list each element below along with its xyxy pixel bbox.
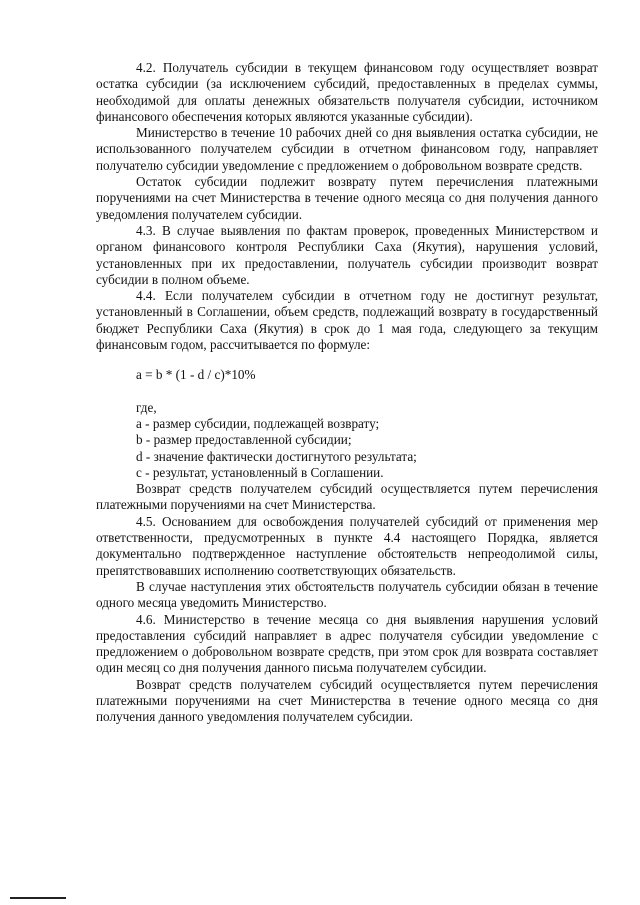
definition-a: a - размер субсидии, подлежащей возврату; [136, 415, 380, 431]
formula-where: где, [136, 399, 157, 415]
paragraph-ministry-notice: Министерство в течение 10 рабочих дней со дня выявления остатка субсидии, не использованного получателем субсидии в отчетном финансовом году, направляет получателю субсидии уведомление с предложением о добровольном возврате средств. [96, 125, 598, 173]
paragraph-return-method: Возврат средств получателем субсидий осуществляется путем перечисления платежными поручениями на счет Министерства. [96, 481, 598, 513]
document-body [96, 60, 598, 726]
paragraph-final-return: Возврат средств получателем субсидий осуществляется путем перечисления платежными поручениями на счет Министерства в течение одного месяца со дня получения данного уведомления получателем субсидии. [96, 676, 598, 725]
paragraph-4-5: 4.5. Основанием для освобождения получателей субсидий от применения мер ответственности, предусмотренных в пункте 4.4 настоящего Порядка, является документально подтвержденное наступление обстоятельств непреодолимой силы, препятствовавших исполнению соответствующих обязательств. [96, 513, 598, 578]
paragraph-4-3: 4.3. В случае выявления по фактам проверок, проведенных Министерством и органом финансового контроля Республики Саха (Якутия), нарушения условий, установленных при их предоставлении, получатель субсидии производит возврат субсидии в полном объеме. [96, 222, 598, 287]
footnote-divider [10, 897, 66, 899]
definition-c: c - результат, установленный в Соглашении. [136, 464, 384, 480]
formula: a = b * (1 - d / c)*10% [136, 367, 256, 383]
paragraph-4-2: 4.2. Получатель субсидии в текущем финансовом году осуществляет возврат остатка субсидии (за исключением субсидий, предоставленных в пределах суммы, необходимой для оплаты денежных обязательств получателя субсидии, источником финансового обеспечения которых являются указанные субсидии). [96, 60, 598, 124]
paragraph-remainder-return: Остаток субсидии подлежит возврату путем перечисления платежными поручениями на счет Министерства в течение одного месяца со дня получения данного уведомления получателем субсидии. [96, 174, 598, 222]
paragraph-4-4: 4.4. Если получателем субсидии в отчетном году не достигнут результат, установленный в Соглашении, объем средств, подлежащий возврату в государственный бюджет Республики Саха (Якутия) в срок до 1 мая года, следующего за текущим финансовым годом, рассчитывается по формуле: [96, 288, 598, 353]
definition-d: d - значение фактически достигнутого результата; [136, 448, 417, 464]
paragraph-4-6: 4.6. Министерство в течение месяца со дня выявления нарушения условий предоставления субсидий направляет в адрес получателя субсидии уведомление с предложением о добровольном возврате средств, при этом срок для возврата составляет один месяц со дня получения данного письма получателем субсидии. [96, 611, 598, 676]
definition-b: b - размер предоставленной субсидии; [136, 432, 352, 448]
paragraph-force-majeure-notice: В случае наступления этих обстоятельств получатель субсидии обязан в течение одного месяца уведомить Министерство. [96, 578, 598, 611]
